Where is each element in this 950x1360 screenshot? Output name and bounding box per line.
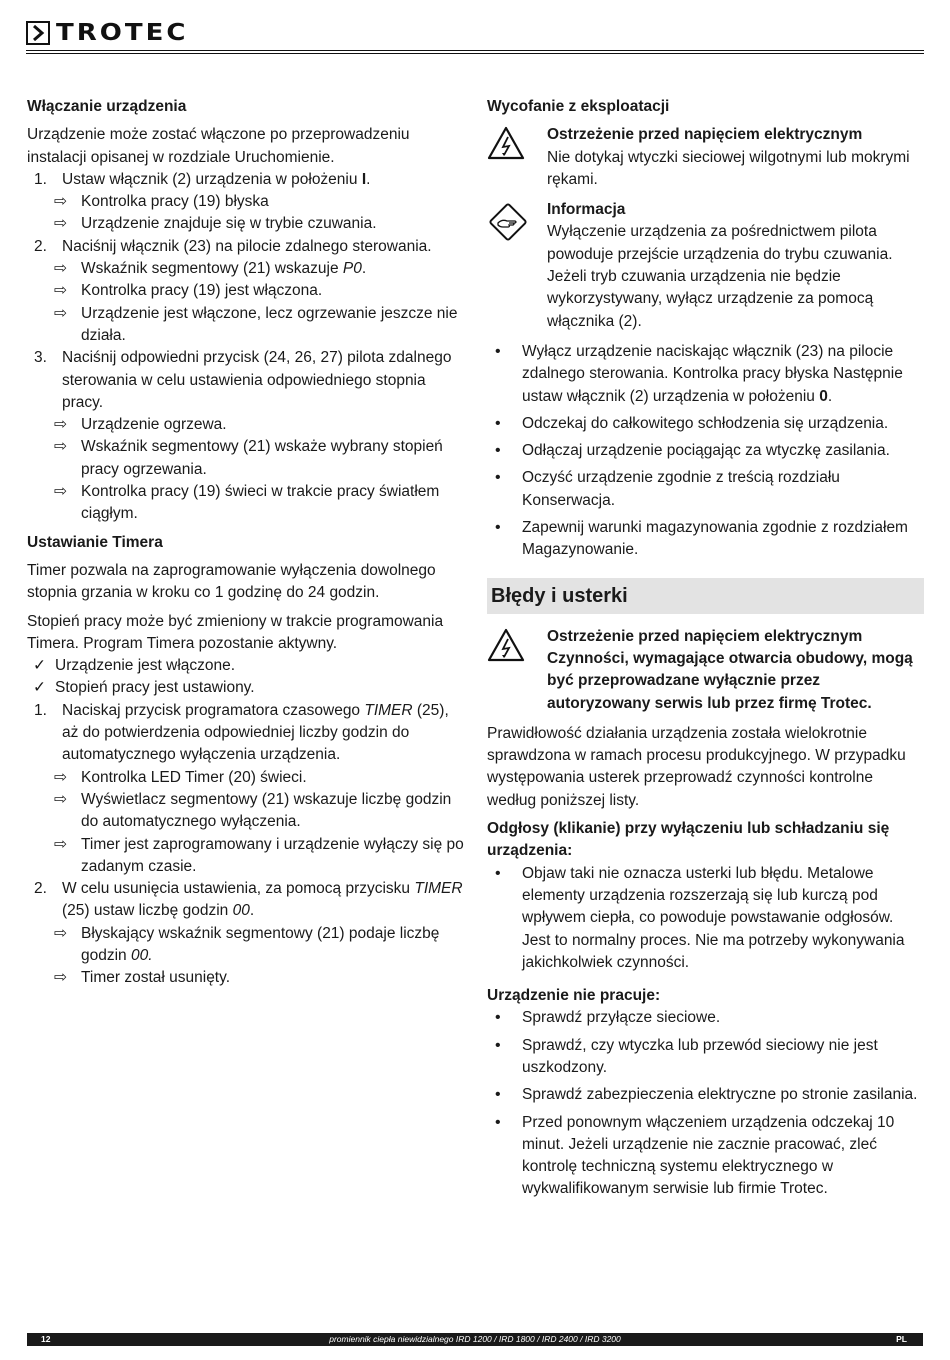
- header-rule-thin: [26, 53, 924, 54]
- arrow-right-icon: ⇨: [54, 924, 67, 942]
- arrow-right-icon: ⇨: [54, 969, 67, 987]
- bullet-item: • Zapewnij warunki magazynowania zgodnie z rozdziałem Magazynowanie.: [487, 517, 924, 562]
- info-text: Wyłączenie urządzenia za pośrednictwem pilota powoduje przejście urządzenia do trybu czuwania. Jeżeli tryb czuwania urządzenia nie będzie wykorzystywany, wyłącz urządzenie za pomocą włącznika (2).: [547, 223, 893, 330]
- warning-text: Czynności, wymagające otwarcia obudowy, mogą być przeprowadzane wyłącznie przez autoryzowany serwis lub przez firmę Trotec.: [547, 649, 913, 712]
- precondition-item: ✓ Urządzenie jest włączone.: [27, 655, 467, 677]
- warning-notice: [487, 626, 924, 715]
- section-heading-decommission: Wycofanie z eksploatacji: [487, 98, 670, 115]
- electric-warning-icon: [487, 628, 525, 662]
- warning-text: Nie dotykaj wtyczki sieciowej wilgotnymi lub mokrymi rękami.: [547, 148, 910, 188]
- result-item: ⇨ Kontrolka pracy (19) jest włączona.: [27, 280, 467, 302]
- bullet-icon: •: [495, 1113, 501, 1131]
- result-item: ⇨ Kontrolka pracy (19) błyska: [27, 191, 467, 213]
- result-item: ⇨ Wyświetlacz segmentowy (21) wskazuje liczbę godzin do automatycznego wyłączenia.: [27, 789, 467, 834]
- result-item: ⇨ Urządzenie znajduje się w trybie czuwania.: [27, 213, 467, 235]
- right-column: [487, 96, 924, 1206]
- electric-warning-icon: [487, 126, 525, 160]
- checkmark-icon: ✓: [33, 679, 46, 697]
- bullet-icon: •: [495, 1036, 501, 1054]
- warning-notice: [487, 124, 924, 191]
- bullet-item: • Odczekaj do całkowitego schłodzenia się urządzenia.: [487, 413, 924, 435]
- list-item: 1. Ustaw włącznik (2) urządzenia w położeniu I.: [34, 170, 371, 188]
- warning-title: Ostrzeżenie przed napięciem elektrycznym: [547, 126, 863, 144]
- result-item: ⇨ Wskaźnik segmentowy (21) wskaże wybrany stopień pracy ogrzewania.: [27, 436, 467, 481]
- paragraph: Urządzenie może zostać włączone po przeprowadzeniu instalacji opisanej w rozdziale Uruchomienie.: [27, 126, 410, 166]
- arrow-right-icon: ⇨: [54, 304, 67, 322]
- bullet-icon: •: [495, 864, 501, 882]
- result-item: ⇨ Timer został usunięty.: [27, 967, 467, 989]
- footer-title: promiennik ciepła niewidzialnego IRD 1200 / IRD 1800 / IRD 2400 / IRD 3200: [329, 1334, 621, 1344]
- precondition-item: ✓ Stopień pracy jest ustawiony.: [27, 677, 467, 699]
- bullet-item: • Wyłącz urządzenie naciskając włącznik (23) na pilocie zdalnego sterowania. Kontrolka pracy błyska Następnie ustaw włącznik (2) urządzenia w położeniu 0.: [487, 341, 924, 408]
- arrow-right-icon: ⇨: [54, 438, 67, 456]
- checkmark-icon: ✓: [33, 657, 46, 675]
- brand-name: TROTEC: [56, 19, 189, 47]
- list-item: 3. Naciśnij odpowiedni przycisk (24, 26, 27) pilota zdalnego sterowania w celu ustawienia odpowiedniego stopnia pracy.: [34, 349, 452, 411]
- arrow-right-icon: ⇨: [54, 215, 67, 233]
- language-code: PL: [896, 1334, 907, 1344]
- arrow-right-icon: ⇨: [54, 193, 67, 211]
- arrow-right-icon: ⇨: [54, 416, 67, 434]
- bullet-item: • Oczyść urządzenie zgodnie z treścią rozdziału Konserwacja.: [487, 467, 924, 512]
- bullet-item: • Sprawdź przyłącze sieciowe.: [487, 1007, 924, 1029]
- arrow-right-icon: ⇨: [54, 790, 67, 808]
- bullet-icon: •: [495, 519, 501, 537]
- list-item: 2. W celu usunięcia ustawienia, za pomocą przycisku TIMER (25) ustaw liczbę godzin 00.: [34, 880, 463, 920]
- bullet-item: • Przed ponownym włączeniem urządzenia odczekaj 10 minut. Jeżeli urządzenie nie zacznie pracować, zleć kontrolę techniczną systemu elektrycznego w wykwalifikowanym serwisie lub firmie Trotec.: [487, 1112, 924, 1201]
- arrow-right-icon: ⇨: [54, 835, 67, 853]
- info-title: Informacja: [547, 201, 626, 219]
- page-footer: [27, 1333, 923, 1346]
- result-item: ⇨ Urządzenie ogrzewa.: [27, 414, 467, 436]
- bullet-item: • Odłączaj urządzenie pociągając za wtyczkę zasilania.: [487, 440, 924, 462]
- paragraph: Stopień pracy może być zmieniony w trakcie programowania Timera. Program Timera pozostanie aktywny.: [27, 612, 444, 652]
- arrow-right-icon: ⇨: [54, 483, 67, 501]
- bullet-item: • Objaw taki nie oznacza usterki lub błędu. Metalowe elementy urządzenia rozszerzają się lub kurczą pod wpływem ciepła, co powoduje powstawanie odgłosów. Jest to normalny proces. Nie ma potrzeby wykonywania jakichkolwiek czynności.: [487, 863, 924, 974]
- bullet-icon: •: [495, 1086, 501, 1104]
- bullet-item: • Sprawdź zabezpieczenia elektryczne po stronie zasilania.: [487, 1084, 924, 1106]
- chevron-right-icon: [26, 21, 50, 45]
- bullet-icon: •: [495, 1009, 501, 1027]
- arrow-right-icon: ⇨: [54, 260, 67, 278]
- warning-title: Ostrzeżenie przed napięciem elektrycznym: [547, 627, 863, 645]
- bullet-icon: •: [495, 469, 501, 487]
- page-number: 12: [41, 1334, 51, 1344]
- paragraph: Timer pozwala na zaprogramowanie wyłączenia dowolnego stopnia grzania w kroku co 1 godzinę do 24 godzin.: [27, 561, 436, 602]
- trotec-logo: [26, 20, 188, 46]
- result-item: ⇨ Timer jest zaprogramowany i urządzenie wyłączy się po zadanym czasie.: [27, 834, 467, 879]
- result-item: ⇨ Wskaźnik segmentowy (21) wskazuje P0.: [27, 258, 467, 280]
- info-notice: [487, 199, 924, 333]
- result-item: ⇨ Błyskający wskaźnik segmentowy (21) podaje liczbę godzin 00.: [27, 923, 467, 968]
- page-header: [26, 20, 924, 54]
- section-heading-timer: Ustawianie Timera: [27, 533, 163, 551]
- paragraph: Prawidłowość działania urządzenia została wielokrotnie sprawdzona w ramach procesu produkcyjnego. W przypadku występowania usterek przeprowadź czynności kontrolne według poniższej listy.: [487, 724, 906, 809]
- result-item: ⇨ Kontrolka pracy (19) świeci w trakcie pracy światłem ciągłym.: [27, 481, 467, 526]
- section-heading-switch-on: Włączanie urządzenia: [27, 98, 187, 115]
- bullet-item: • Sprawdź, czy wtyczka lub przewód sieciowy nie jest uszkodzony.: [487, 1035, 924, 1080]
- bullet-icon: •: [495, 342, 501, 360]
- list-item: 2. Naciśnij włącznik (23) na pilocie zdalnego sterowania.: [34, 237, 432, 255]
- bullet-icon: •: [495, 442, 501, 460]
- arrow-right-icon: ⇨: [54, 768, 67, 786]
- result-item: ⇨ Urządzenie jest włączone, lecz ogrzewanie jeszcze nie działa.: [27, 303, 467, 348]
- left-column: [27, 96, 467, 990]
- list-item: 1. Naciskaj przycisk programatora czasowego TIMER (25), aż do potwierdzenia odpowiedniej liczby godzin do automatycznego wyłączenia urządzenia.: [34, 701, 449, 764]
- section-title: Błędy i usterki: [491, 584, 628, 607]
- subheading-noise: Odgłosy (klikanie) przy wyłączeniu lub schładzaniu się urządzenia:: [487, 820, 890, 860]
- result-item: ⇨ Kontrolka LED Timer (20) świeci.: [27, 767, 467, 789]
- arrow-right-icon: ⇨: [54, 282, 67, 300]
- info-hand-icon: [487, 201, 529, 243]
- bullet-icon: •: [495, 414, 501, 432]
- header-rule: [26, 50, 924, 51]
- subheading-not-working: Urządzenie nie pracuje:: [487, 987, 661, 1005]
- section-title-bar: [487, 578, 924, 614]
